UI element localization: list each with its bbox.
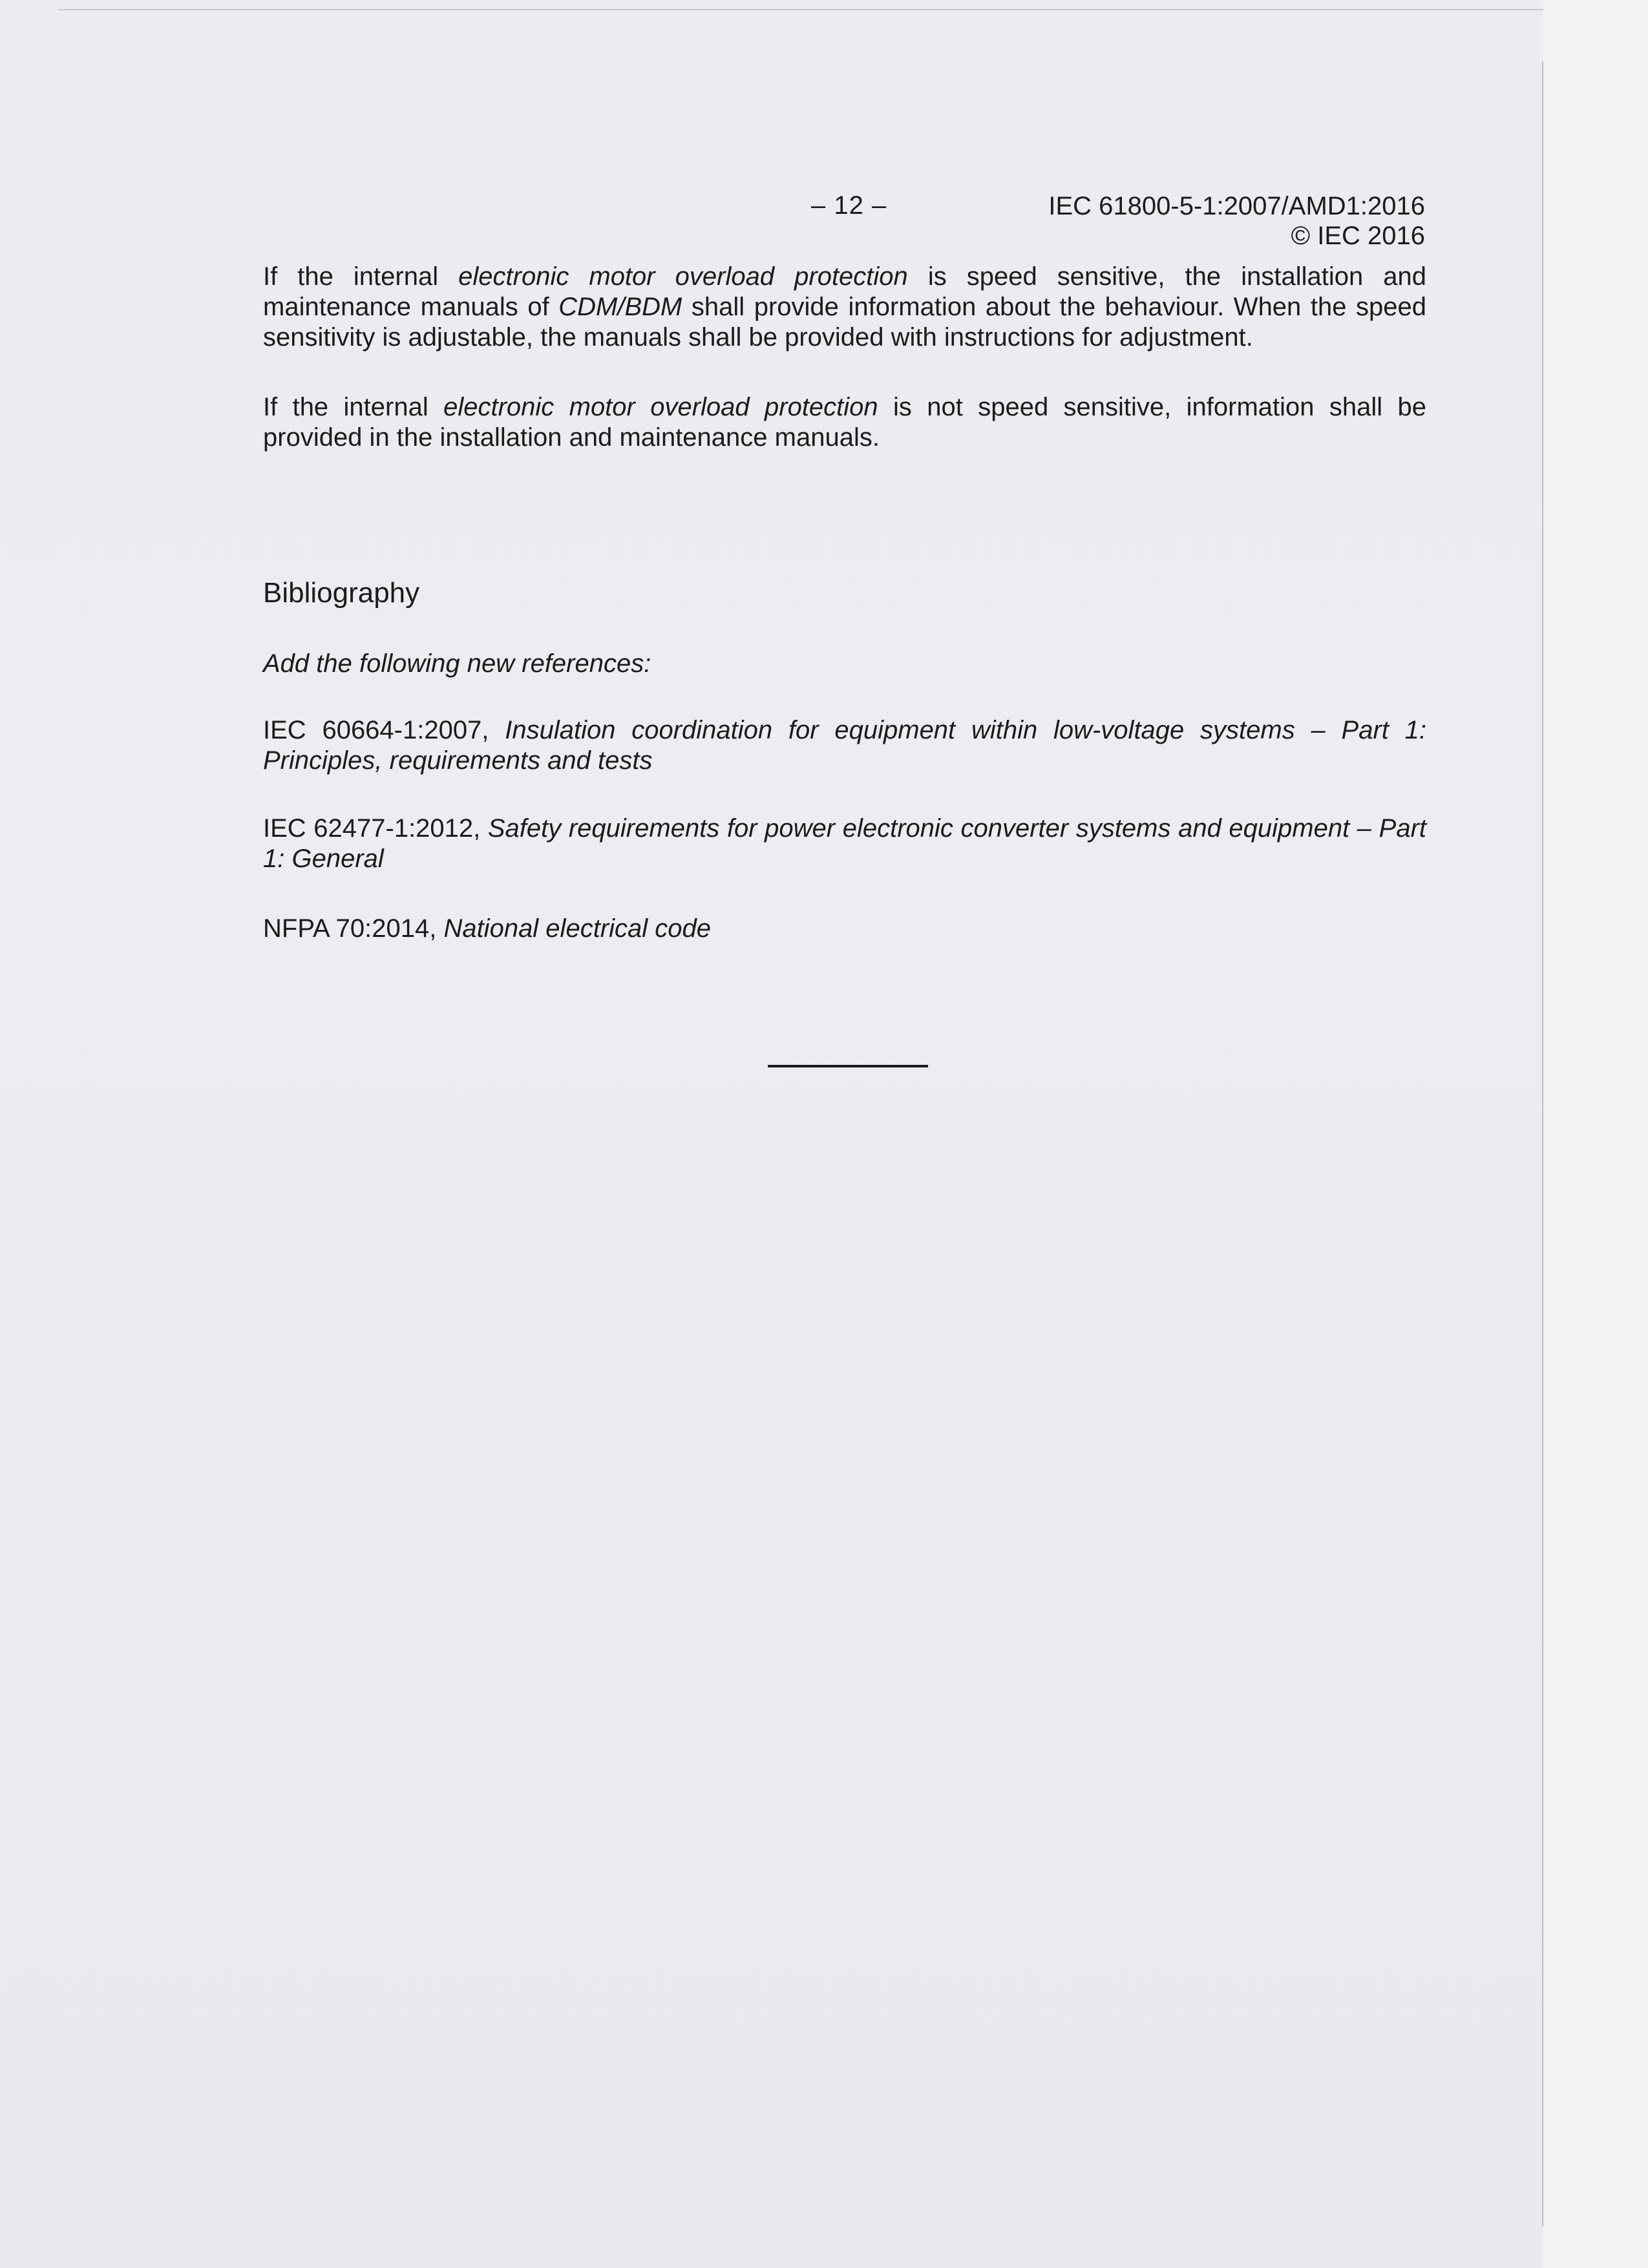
reference-title: Safety requirements for power electronic converter systems and equipment – Part 1: General [263, 814, 1426, 873]
paragraph-not-speed-sensitive [263, 392, 1426, 453]
term-cdm-bdm: CDM/BDM [558, 293, 682, 321]
term-electronic-motor-overload-protection: electronic motor overload protection [443, 393, 878, 421]
page-top-edge [58, 9, 1648, 10]
page-right-edge [1542, 61, 1543, 2226]
paragraph-speed-sensitive [263, 262, 1426, 353]
term-electronic-motor-overload-protection: electronic motor overload protection [458, 262, 908, 291]
right-margin [1543, 0, 1648, 2268]
document-header [1048, 191, 1425, 251]
intro-text: Add the following new references: [263, 649, 651, 678]
text-run: shall provide information about the behaviour. When the speed sensitivity is adjustable, the manuals shall be provided with instructions for adjustment. [263, 293, 1426, 352]
bibliography-intro [263, 649, 1426, 679]
reference-title: National electrical code [443, 914, 711, 943]
reference-id: IEC 60664-1:2007, [263, 716, 505, 744]
bibliography-heading: Bibliography [263, 577, 420, 609]
copyright: © IEC 2016 [1291, 222, 1425, 250]
text-run: is not speed sensitive, information shall be provided in the installation and maintenance manuals. [263, 393, 1426, 452]
text-run: If the internal [263, 262, 459, 291]
text-run: is speed sensitive, the installation and maintenance manuals of [263, 262, 1426, 321]
page-number: – 12 – [811, 191, 887, 220]
text-run: If the internal [263, 393, 444, 421]
reference-item [263, 715, 1426, 776]
reference-id: NFPA 70:2014, [263, 914, 444, 943]
reference-item [263, 814, 1426, 874]
end-rule [768, 1065, 928, 1067]
document-id: IEC 61800-5-1:2007/AMD1:2016 [1048, 192, 1425, 220]
reference-title: Insulation coordination for equipment within low-voltage systems – Part 1: Principles, requirements and tests [263, 716, 1427, 775]
reference-id: IEC 62477-1:2012, [263, 814, 488, 843]
reference-item [263, 914, 1426, 944]
